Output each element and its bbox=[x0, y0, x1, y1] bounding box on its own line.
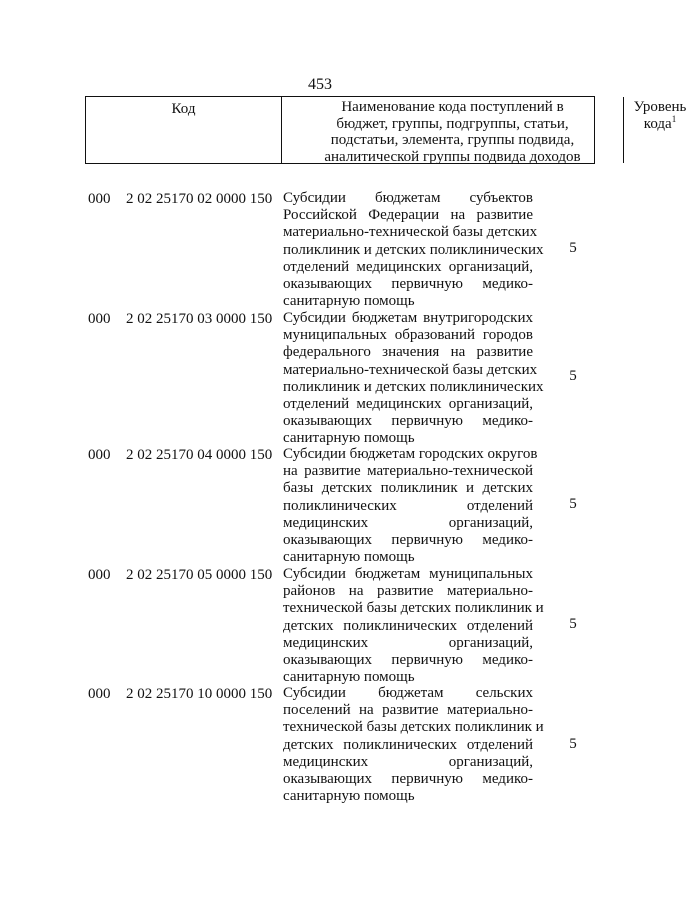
row-level: 5 bbox=[569, 368, 577, 384]
footnote-marker: 1 bbox=[671, 114, 677, 124]
row-code: 2 02 25170 03 0000 150 bbox=[126, 311, 273, 327]
row-prefix: 000 bbox=[88, 447, 111, 463]
row-name-line: материально-технической базы детских bbox=[283, 361, 538, 378]
row-name-line: санитарную помощь bbox=[283, 430, 415, 447]
row-level: 5 bbox=[569, 496, 577, 512]
page-number: 453 bbox=[308, 76, 332, 93]
row-name-line: медицинских организаций, bbox=[283, 753, 533, 770]
row-name-line: поликлиник и детских поликлинических bbox=[283, 241, 544, 258]
header-name-line: аналитической группы подвида доходов bbox=[324, 148, 581, 165]
row-code: 2 02 25170 10 0000 150 bbox=[126, 686, 273, 702]
row-name-line: медицинских организаций, bbox=[283, 634, 533, 651]
row-name-line: Субсидии бюджетам субъектов bbox=[283, 190, 533, 206]
row-name-line: санитарную помощь bbox=[283, 788, 415, 805]
row-name-line: федерального значения на развитие bbox=[283, 344, 533, 361]
row-name-line: Российской Федерации на развитие bbox=[283, 207, 533, 224]
row-name-line: Субсидии бюджетам сельских bbox=[283, 685, 533, 701]
row-name-line: оказывающих первичную медико- bbox=[283, 413, 533, 430]
row-prefix: 000 bbox=[88, 311, 111, 327]
row-name bbox=[283, 446, 538, 566]
header-level-word: кода bbox=[643, 116, 672, 132]
header-level-line2 bbox=[624, 116, 696, 133]
row-name bbox=[283, 190, 544, 310]
row-prefix: 000 bbox=[88, 191, 111, 207]
row-name-line: базы детских поликлиник и детских bbox=[283, 480, 533, 497]
header-code: Код bbox=[86, 97, 282, 163]
header-level bbox=[624, 97, 696, 163]
row-level: 5 bbox=[569, 240, 577, 256]
row-name-line: поликлинических отделений bbox=[283, 497, 533, 514]
header-name-line: бюджет, группы, подгруппы, статьи, bbox=[336, 115, 569, 132]
row-name-line: санитарную помощь bbox=[283, 549, 415, 566]
row-name-line: технической базы детских поликлиник и bbox=[283, 719, 544, 736]
row-name-line: Субсидии бюджетам внутригородских bbox=[283, 310, 533, 326]
row-name-line: оказывающих первичную медико- bbox=[283, 276, 533, 293]
header-name bbox=[282, 97, 624, 163]
row-name-line: оказывающих первичную медико- bbox=[283, 771, 533, 788]
row-prefix: 000 bbox=[88, 686, 111, 702]
row-name-line: Субсидии бюджетам муниципальных bbox=[283, 566, 533, 582]
header-name-line: подстатьи, элемента, группы подвида, bbox=[330, 132, 575, 148]
row-level: 5 bbox=[569, 616, 577, 632]
row-name-line: поселений на развитие материально- bbox=[283, 702, 533, 719]
header-name-line: Наименование кода поступлений в bbox=[341, 99, 564, 115]
row-name-line: детских поликлинических отделений bbox=[283, 617, 533, 634]
row-name-line: отделений медицинских организаций, bbox=[283, 258, 533, 275]
row-name-line: технической базы детских поликлиник и bbox=[283, 600, 544, 617]
row-name-line: муниципальных образований городов bbox=[283, 327, 533, 344]
row-name bbox=[283, 310, 544, 448]
row-name-line: поликлиник и детских поликлинических bbox=[283, 378, 544, 395]
row-name-line: материально-технической базы детских bbox=[283, 224, 538, 241]
row-name-line: оказывающих первичную медико- bbox=[283, 532, 533, 549]
row-name-line: санитарную помощь bbox=[283, 293, 415, 310]
row-name-line: оказывающих первичную медико- bbox=[283, 652, 533, 669]
header-level-line1: Уровень bbox=[633, 99, 687, 115]
row-name-line: детских поликлинических отделений bbox=[283, 736, 533, 753]
table-header bbox=[85, 96, 687, 165]
row-name bbox=[283, 685, 544, 805]
row-name bbox=[283, 566, 544, 686]
row-code: 2 02 25170 04 0000 150 bbox=[126, 447, 273, 463]
row-name-line: на развитие материально-технической bbox=[283, 463, 533, 480]
row-code: 2 02 25170 05 0000 150 bbox=[126, 567, 273, 583]
row-code: 2 02 25170 02 0000 150 bbox=[126, 191, 273, 207]
row-name-line: отделений медицинских организаций, bbox=[283, 396, 533, 413]
row-level: 5 bbox=[569, 736, 577, 752]
row-name-line: санитарную помощь bbox=[283, 669, 415, 686]
row-name-line: Субсидии бюджетам городских округов bbox=[283, 446, 538, 462]
row-name-line: медицинских организаций, bbox=[283, 514, 533, 531]
row-prefix: 000 bbox=[88, 567, 111, 583]
row-name-line: районов на развитие материально- bbox=[283, 583, 533, 600]
